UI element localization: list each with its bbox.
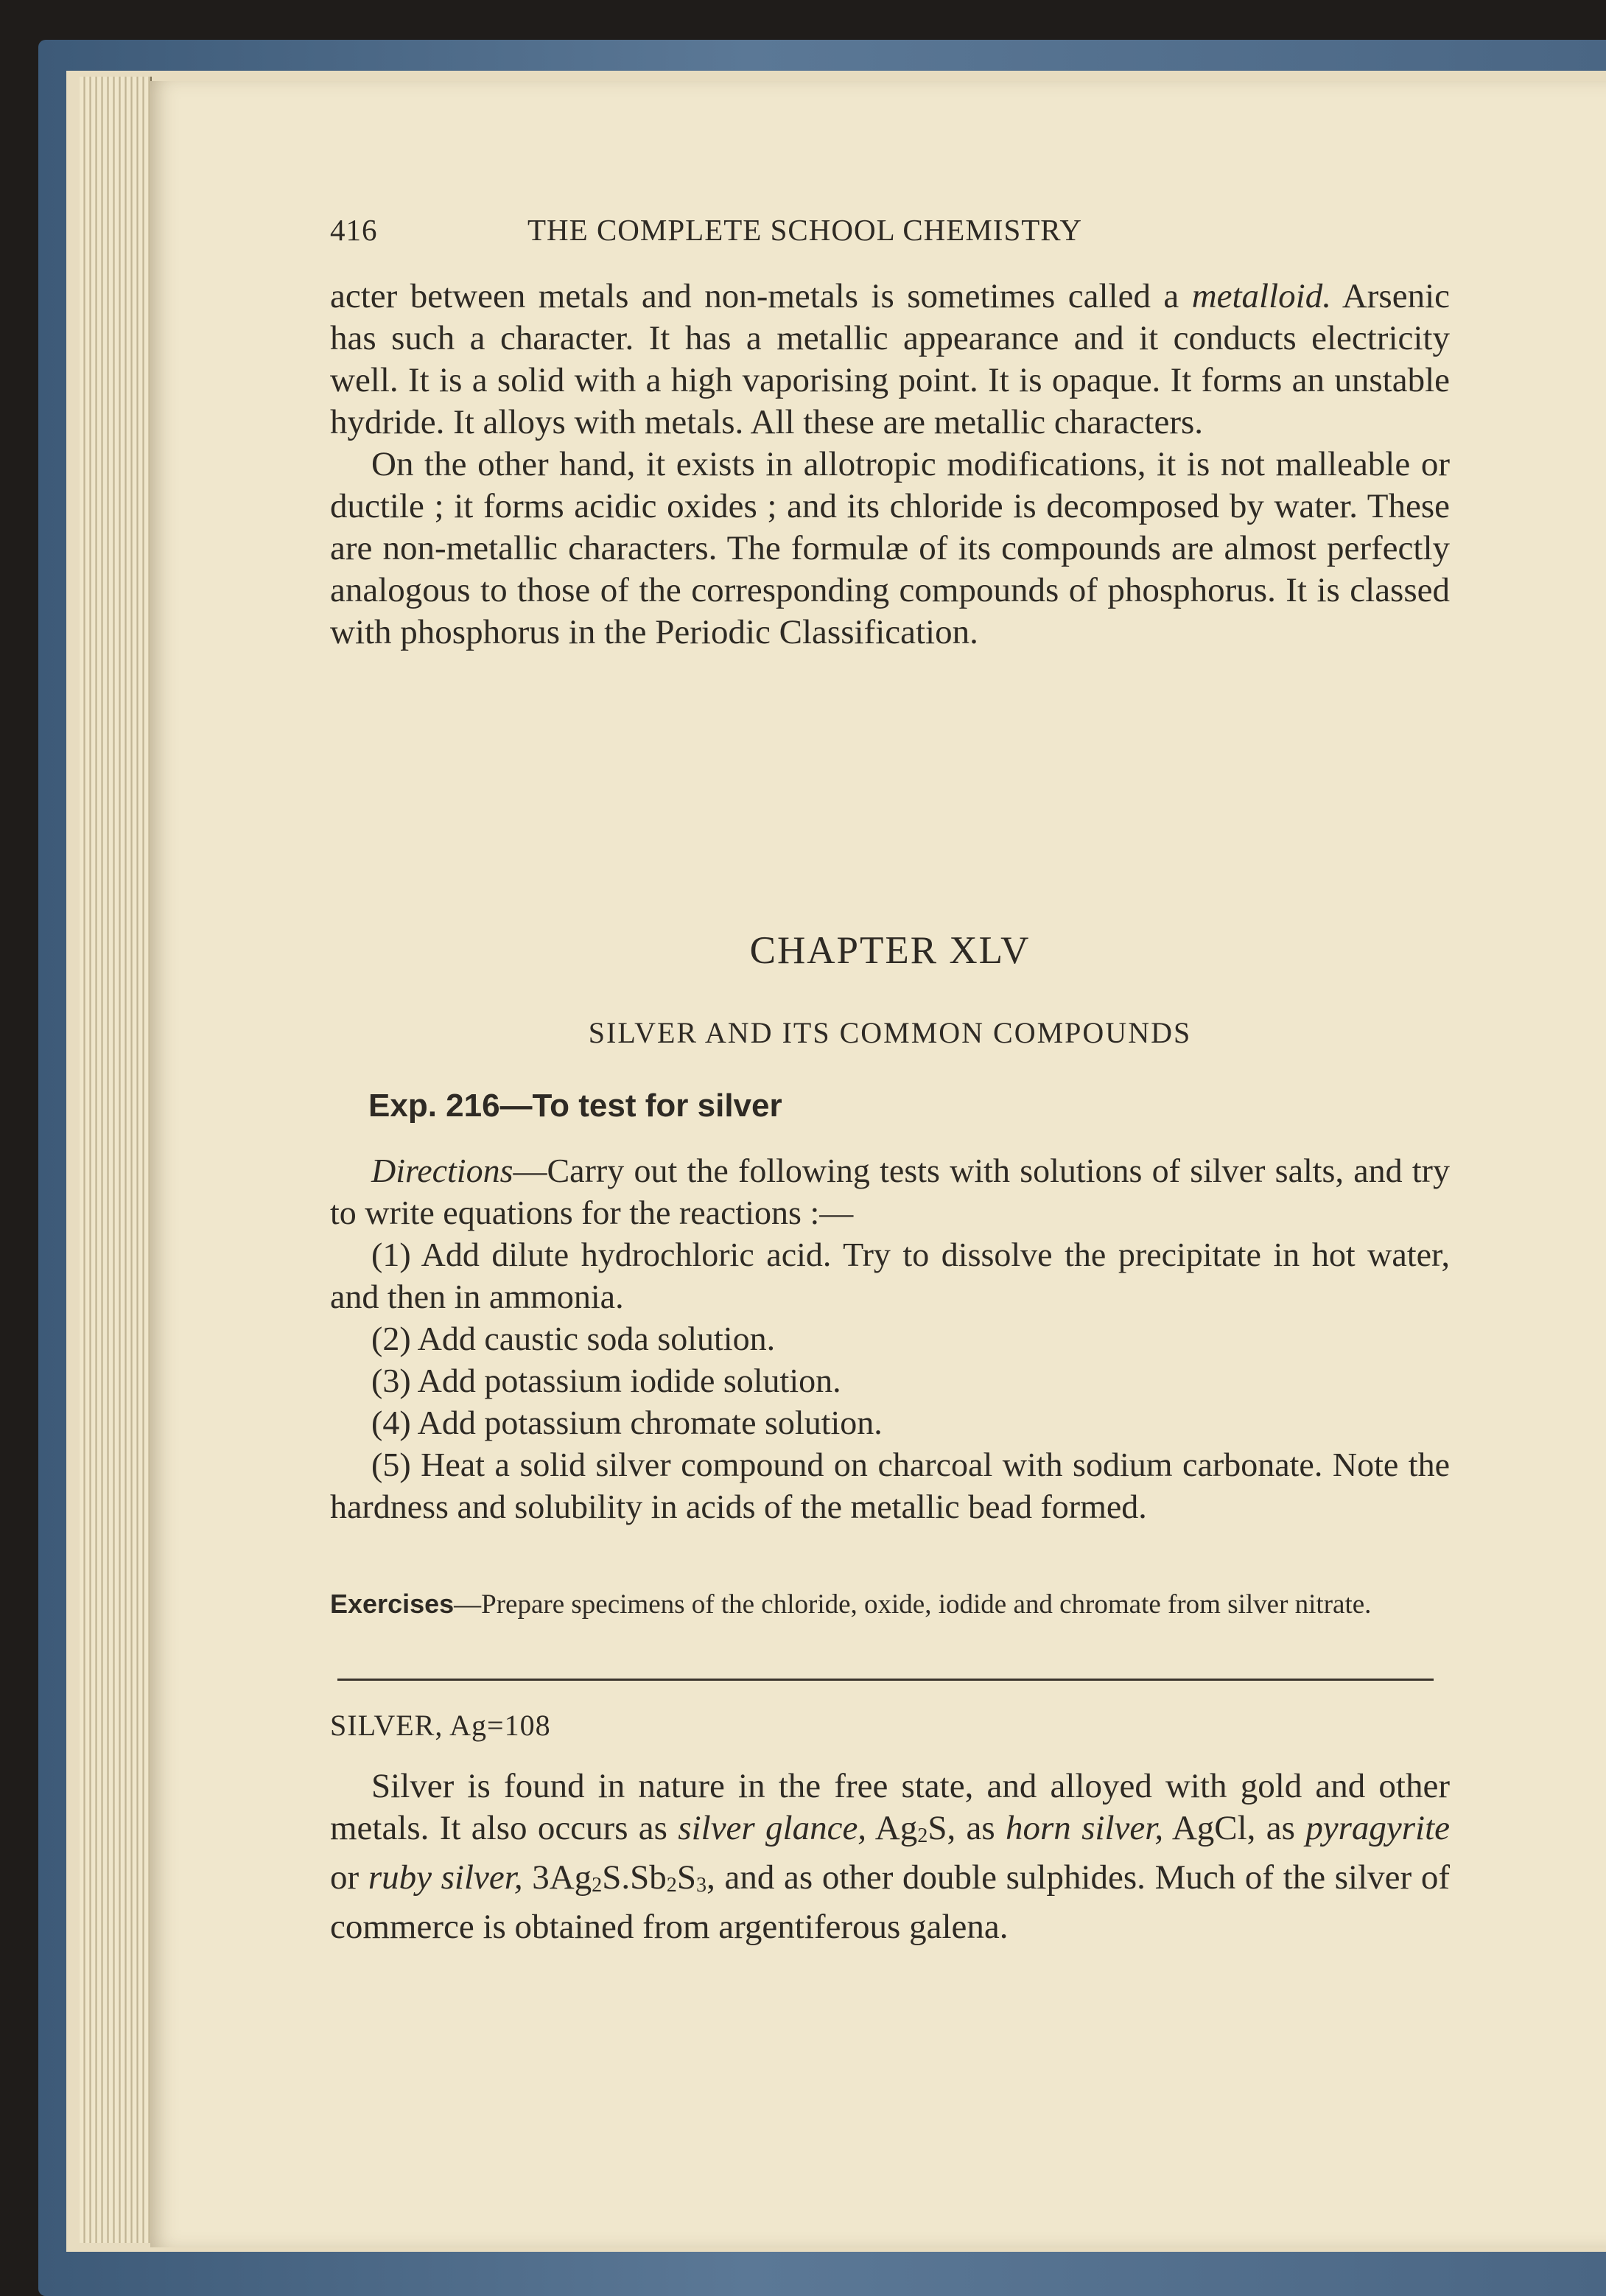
- silver-text: Silver is found in nature in the free state, and alloyed with gold and other metals. It also occurs as: [330, 1767, 1450, 1847]
- page-number: 416: [330, 213, 378, 247]
- directions-text: —Carry out the following tests with solutions of silver salts, and try to write equations for the reactions :—: [330, 1152, 1450, 1231]
- exercises-text: —Prepare specimens of the chloride, oxide, iodide and chromate from silver nitrate.: [454, 1589, 1372, 1620]
- exercises-note: [330, 1587, 1450, 1622]
- exercises-label: Exercises: [330, 1589, 455, 1619]
- formula-subscript: 2: [917, 1824, 928, 1847]
- section-divider: [337, 1679, 1434, 1681]
- term-pyragyrite: pyragyrite: [1305, 1809, 1450, 1847]
- term-ruby-silver: ruby silver,: [368, 1858, 523, 1897]
- formula-subscript: 3: [696, 1874, 707, 1897]
- test-step: (2) Add caustic soda solution.: [371, 1320, 776, 1357]
- term-metalloid: metalloid.: [1191, 277, 1331, 315]
- formula-part: 3Ag: [522, 1858, 592, 1897]
- running-head: [330, 212, 1450, 256]
- test-step: (5) Heat a solid silver compound on charcoal with sodium carbonate. Note the hardness and solubility in acids of the metallic bead formed.: [330, 1446, 1450, 1525]
- silver-text: AgCl, as: [1163, 1809, 1306, 1847]
- intro-paragraph-2: On the other hand, it exists in allotropic modifications, it is not malleable or ductile ; it forms acidic oxides ; and its chloride is decomposed by water. These are non-metallic characters. The formulæ of its compounds are almost perfectly analogous to those of the corresponding compounds of phosphorus. It is classed with phosphorus in the Periodic Classification.: [330, 445, 1450, 651]
- silver-heading-name: SILVER, Ag: [330, 1709, 488, 1742]
- directions-paragraph: [330, 1149, 1450, 1233]
- silver-section: [330, 1765, 1450, 1948]
- silver-paragraph: [330, 1765, 1450, 1948]
- page-edges: [80, 77, 152, 2243]
- chapter-title: CHAPTER XLV: [749, 929, 1031, 972]
- running-title: THE COMPLETE SCHOOL CHEMISTRY: [527, 213, 1082, 247]
- intro-text: Arsenic has such a character. It has a metallic appearance and it conducts electricity well. It is a solid with a high vaporising point. It is opaque. It forms an unstable hydride. It alloys with metals. All these are metallic characters.: [330, 277, 1450, 441]
- silver-text: or: [330, 1858, 368, 1897]
- experiment-directions: [330, 1149, 1450, 1527]
- test-step: (1) Add dilute hydrochloric acid. Try to dissolve the precipitate in hot water, and then in ammonia.: [330, 1236, 1450, 1315]
- silver-text: and as other double sulphides. Much of the silver of commerce is obtained from argentiferous galena.: [330, 1858, 1450, 1946]
- book-page: [150, 81, 1606, 2247]
- directions-label: Directions: [371, 1152, 513, 1189]
- formula-subscript: 2: [592, 1874, 603, 1897]
- intro-paragraph-1: [330, 276, 1450, 444]
- experiment-heading: Exp. 216—To test for silver: [368, 1088, 782, 1124]
- formula-part: S: [676, 1858, 697, 1897]
- test-step: (3) Add potassium iodide solution.: [371, 1362, 841, 1399]
- term-silver-glance: silver glance,: [678, 1809, 867, 1847]
- formula-part: S,: [928, 1809, 956, 1847]
- silver-atomic-weight: =108: [487, 1709, 551, 1742]
- silver-section-heading: [330, 1708, 551, 1743]
- intro-text: acter between metals and non-metals is sometimes called a: [330, 277, 1192, 315]
- formula-part: S.Sb: [602, 1858, 667, 1897]
- silver-text: as: [955, 1809, 1006, 1847]
- formula-subscript: 2: [666, 1874, 677, 1897]
- test-step: (4) Add potassium chromate solution.: [371, 1404, 883, 1441]
- formula-part: Ag: [866, 1809, 918, 1847]
- chapter-subtitle: SILVER AND ITS COMMON COMPOUNDS: [588, 1016, 1192, 1049]
- term-horn-silver: horn silver,: [1006, 1809, 1164, 1847]
- silver-text: ,: [706, 1858, 715, 1897]
- intro-section: [330, 276, 1450, 654]
